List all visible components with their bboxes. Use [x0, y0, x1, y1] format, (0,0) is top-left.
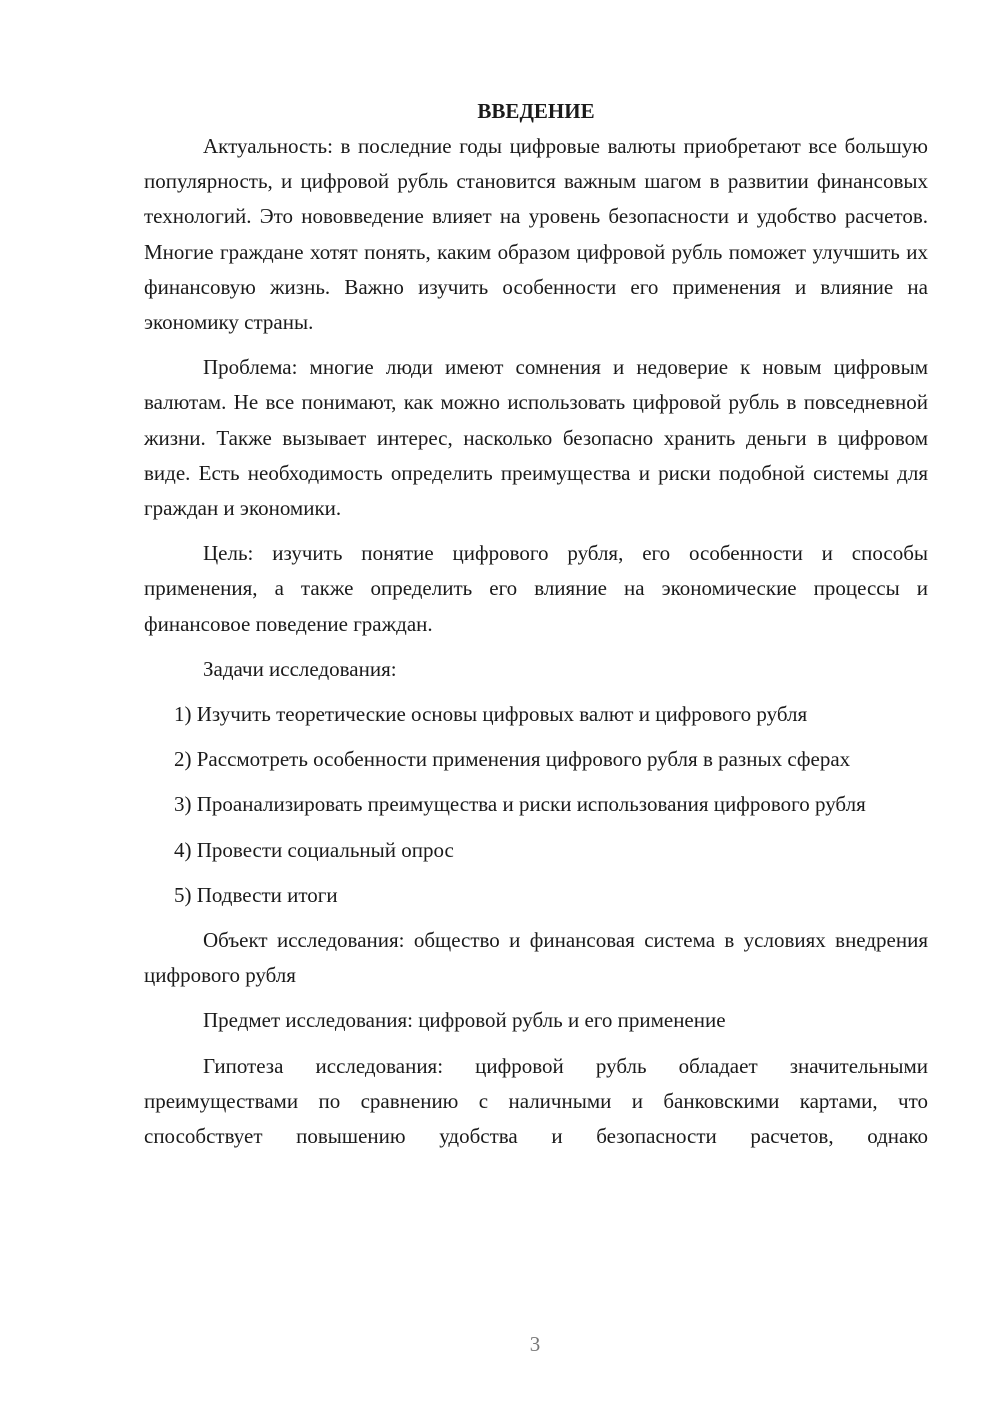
section-title: ВВЕДЕНИЕ [477, 99, 595, 123]
paragraph-hypothesis: Гипотеза исследования: цифровой рубль обладает значительными преимуществами по сравнению с наличными и банковскими картами, что способствует повышению удобства и безопасности расчетов, однако [144, 1053, 928, 1149]
page-content [144, 94, 928, 1164]
paragraph-object: Объект исследования: общество и финансовая система в условиях внедрения цифрового рубля [144, 928, 928, 988]
task-item-1: 1) Изучить теоретические основы цифровых валют и цифрового рубля [174, 702, 808, 727]
tasks-heading: Задачи исследования: [203, 656, 397, 681]
task-item-5: 5) Подвести итоги [174, 882, 338, 907]
task-item-2: 2) Рассмотреть особенности применения цифрового рубля в разных сферах [174, 747, 851, 772]
task-item-3: 3) Проанализировать преимущества и риски использования цифрового рубля [174, 792, 866, 817]
paragraph-relevance: Актуальность: в последние годы цифровые валюты приобретают все большую популярность, и цифровой рубль становится важным шагом в развитии финансовых технологий. Это нововведение влияет на уровень безопасности и удобство расчетов. Многие граждане хотят понять, каким образом цифровой рубль поможет улучшить их финансовую жизнь. Важно изучить особенности его применения и влияние на экономику страны. [144, 134, 928, 335]
task-item-4: 4) Провести социальный опрос [174, 837, 454, 862]
paragraph-problem: Проблема: многие люди имеют сомнения и недоверие к новым цифровым валютам. Не все понимают, как можно использовать цифровой рубль в повседневной жизни. Также вызывает интерес, насколько безопасно хранить деньги в цифровом виде. Есть необходимость определить преимущества и риски подобной системы для граждан и экономики. [144, 355, 928, 521]
paragraph-subject: Предмет исследования: цифровой рубль и его применение [203, 1008, 726, 1033]
paragraph-goal: Цель: изучить понятие цифрового рубля, его особенности и способы применения, а также определить его влияние на экономические процессы и финансовое поведение граждан. [144, 541, 928, 636]
page-number: 3 [529, 1332, 541, 1356]
